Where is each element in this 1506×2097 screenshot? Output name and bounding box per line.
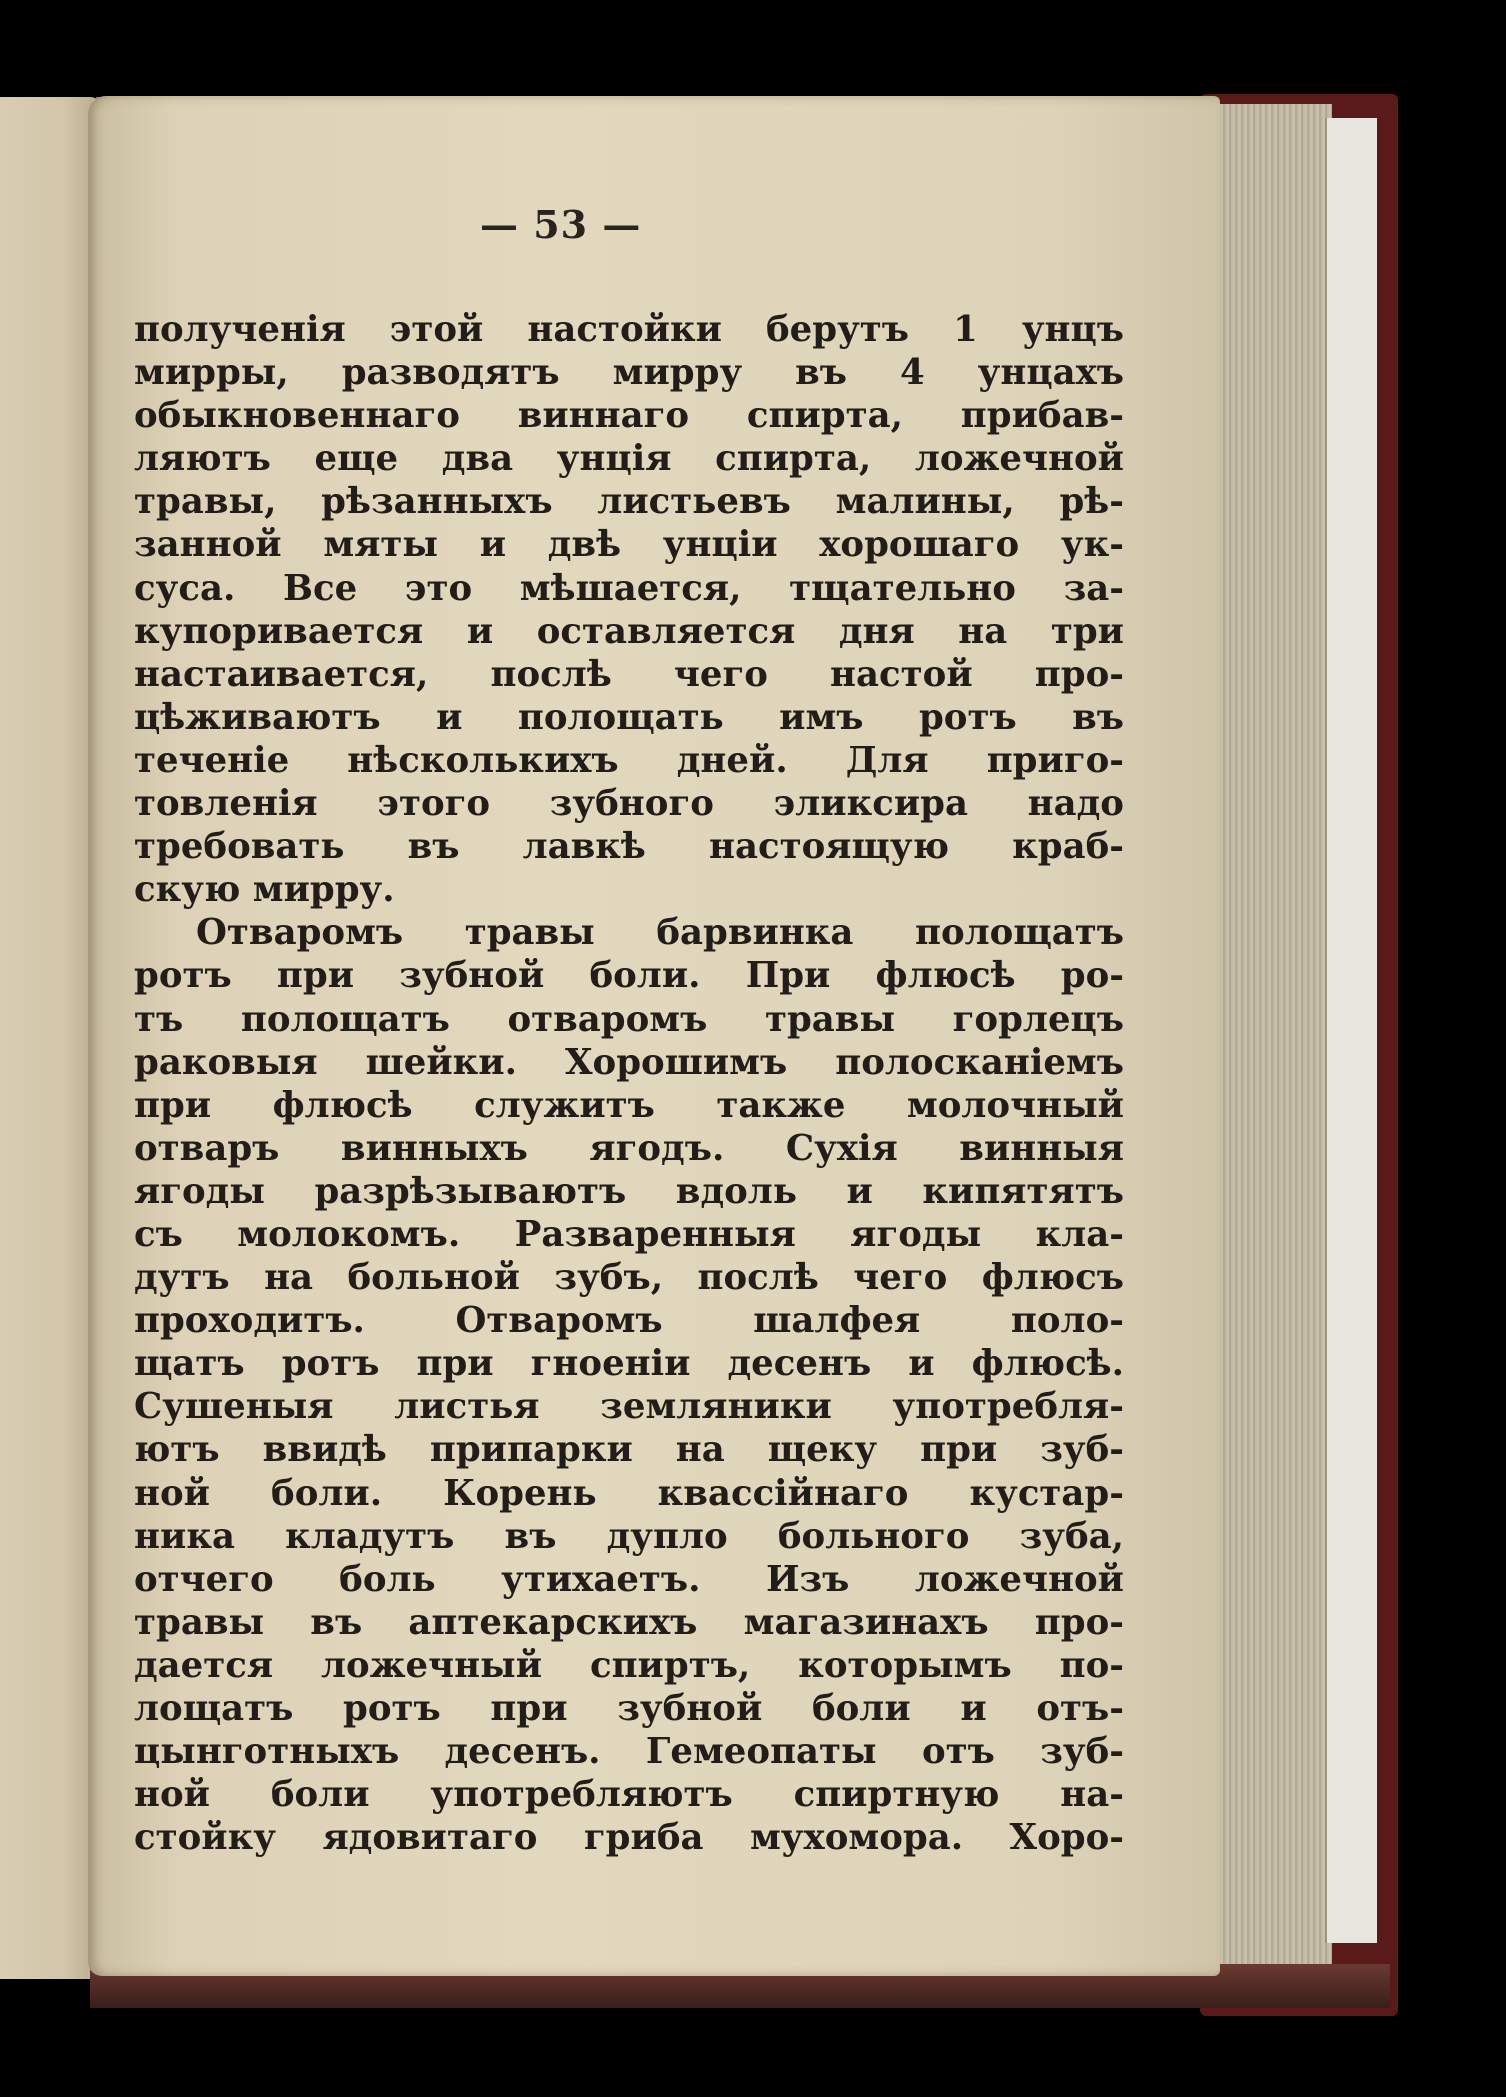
text-line: товленія этого зубного эликсира надо (134, 783, 1124, 825)
book-page (88, 96, 1220, 1976)
text-line: съ молокомъ. Разваренныя ягоды кла- (134, 1213, 1124, 1255)
text-line: цынготныхъ десенъ. Гемеопаты отъ зуб- (134, 1731, 1124, 1773)
page-number: — 53 — (480, 202, 642, 247)
text-line: занной мяты и двѣ унціи хорошаго ук- (134, 524, 1124, 566)
text-line: Сушеныя листья земляники употребля- (134, 1386, 1124, 1428)
text-line: мирры, разводятъ мирру въ 4 унцахъ (134, 352, 1124, 394)
text-line: купоривается и оставляется дня на три (134, 610, 1124, 652)
page-text (134, 308, 1124, 1859)
text-line: проходитъ. Отваромъ шалфея поло- (134, 1300, 1124, 1342)
text-line: ника кладутъ въ дупло больного зуба, (134, 1515, 1124, 1557)
text-line: суса. Все это мѣшается, тщательно за- (134, 567, 1124, 609)
text-line: ной боли. Корень квассійнаго кустар- (134, 1472, 1124, 1514)
text-line: дутъ на больной зубъ, послѣ чего флюсъ (134, 1257, 1124, 1299)
text-line: обыкновеннаго виннаго спирта, прибав- (134, 395, 1124, 437)
text-line: ютъ ввидѣ припарки на щеку при зуб- (134, 1429, 1124, 1471)
text-line: теченіе нѣсколькихъ дней. Для приго- (134, 739, 1124, 781)
page-block-edge (1214, 104, 1332, 1968)
text-line: скую мирру. (134, 869, 395, 911)
text-line: при флюсѣ служитъ также молочный (134, 1084, 1124, 1126)
text-line: травы, рѣзанныхъ листьевъ малины, рѣ- (134, 481, 1124, 523)
text-line: тъ полощатъ отваромъ травы горлецъ (134, 998, 1124, 1040)
text-line: дается ложечный спиртъ, которымъ по- (134, 1644, 1124, 1686)
text-line: отчего боль утихаетъ. Изъ ложечной (134, 1558, 1124, 1600)
text-line: лощатъ ротъ при зубной боли и отъ- (134, 1688, 1124, 1729)
text-line: ляютъ еще два унція спирта, ложечной (134, 438, 1124, 480)
text-line: требовать въ лавкѣ настоящую краб- (134, 826, 1124, 868)
text-line: щатъ ротъ при гноеніи десенъ и флюсѣ. (134, 1343, 1124, 1385)
text-line: стойку ядовитаго гриба мухомора. Хоро- (134, 1817, 1124, 1859)
text-line: ягоды разрѣзываютъ вдоль и кипятятъ (134, 1170, 1124, 1212)
text-line: ротъ при зубной боли. При флюсѣ ро- (134, 955, 1124, 997)
text-line: ной боли употребляютъ спиртную на- (134, 1774, 1124, 1816)
text-line: настаивается, послѣ чего настой про- (134, 653, 1124, 695)
text-line: травы въ аптекарскихъ магазинахъ про- (134, 1601, 1124, 1643)
text-line: отваръ винныхъ ягодъ. Сухія винныя (134, 1127, 1124, 1169)
text-line: раковыя шейки. Хорошимъ полосканіемъ (134, 1041, 1124, 1083)
page-block-light (1325, 118, 1377, 1943)
text-line: цѣживаютъ и полощать имъ ротъ въ (134, 696, 1124, 738)
text-line: Отваромъ травы барвинка полощатъ (196, 912, 1124, 954)
text-line: полученія этой настойки берутъ 1 унцъ (134, 309, 1124, 350)
